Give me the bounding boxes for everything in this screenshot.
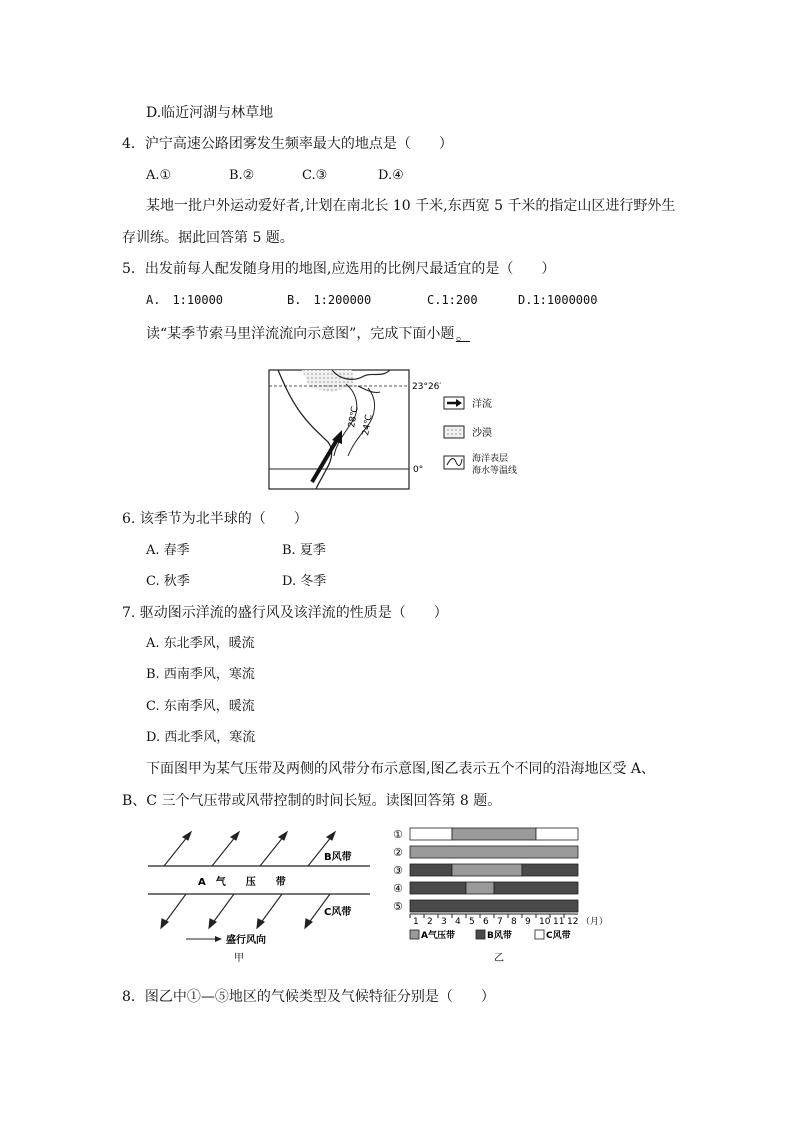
legend-b-label: B风带	[487, 931, 512, 941]
q4-option-d: D.④	[378, 168, 404, 183]
bar-segment-b	[410, 900, 578, 912]
row-label: ④	[393, 882, 403, 895]
somali-current-map	[262, 364, 552, 490]
q7-option-a: A. 东北季风，暖流	[146, 636, 255, 651]
q4-option-b: B.②	[229, 168, 255, 183]
q5-option-c: C.1:200	[427, 293, 478, 307]
legend-c-label: C风带	[546, 931, 571, 941]
row-label: ①	[393, 828, 403, 841]
bar-segment-a	[452, 864, 522, 876]
bar-segment-a	[410, 846, 578, 858]
q4-option-c: C.③	[302, 168, 328, 183]
legend-a-label: A气压带	[421, 931, 455, 941]
passage6: 读“某季节索马里洋流流向示意图”，完成下面小题	[146, 326, 455, 342]
month-label: 12	[567, 917, 579, 927]
iso-28-label: 28℃	[347, 405, 361, 429]
month-label: 7	[497, 917, 503, 927]
q7-stem: 7. 驱动图示洋流的盛行风及该洋流的性质是（ ）	[122, 605, 448, 621]
q7-option-b: B. 西南季风，寒流	[146, 667, 255, 682]
passage8-line1: 下面图甲为某气压带及两侧的风带分布示意图,图乙表示五个不同的沿海地区受 A、	[146, 761, 656, 777]
belt-c-label: C风带	[324, 907, 352, 918]
belt-a-label: A 气 压 带	[198, 877, 286, 888]
month-label: 6	[483, 917, 489, 927]
q5-stem: 5．出发前每人配发随身用的地图,应选用的比例尺最适宜的是（ ）	[122, 261, 556, 277]
wind-arrows-b	[164, 832, 335, 866]
q6-stem: 6. 该季节为北半球的（ ）	[122, 511, 308, 527]
lat-zero-label: 0°	[413, 465, 424, 475]
month-label: 1	[413, 917, 419, 927]
bar-segment-c	[536, 828, 578, 840]
q7-option-c: C. 东南季风，暖流	[146, 699, 255, 714]
month-label: 11	[553, 917, 565, 927]
bar-segment-b	[410, 864, 452, 876]
q6-option-d: D. 冬季	[282, 574, 327, 589]
wind-legend-label: 盛行风向	[226, 935, 266, 946]
figure-jia	[146, 826, 370, 966]
bar-segment-c	[410, 828, 452, 840]
wind-arrows-c	[161, 894, 330, 928]
month-label: 10	[539, 917, 551, 927]
month-label: 3	[441, 917, 447, 927]
month-label: 2	[427, 917, 433, 927]
q6-option-c: C. 秋季	[146, 574, 190, 589]
passage8-line2: B、C 三个气压带或风带控制的时间长短。读图回答第 8 题。	[122, 793, 502, 809]
bar-segment-a	[452, 828, 536, 840]
row-label: ⑤	[393, 900, 403, 913]
row-label: ③	[393, 864, 403, 877]
lat-top-label: 23°26′	[412, 382, 442, 392]
q5-option-b: B. 1:200000	[287, 293, 372, 307]
month-label: 5	[469, 917, 475, 927]
q3-option-d: D.临近河湖与林草地	[146, 105, 274, 121]
q7-option-d: D. 西北季风，寒流	[146, 730, 256, 745]
q4-stem: 4．沪宁高速公路团雾发生频率最大的地点是（ ）	[122, 136, 453, 152]
month-unit: （月）	[581, 917, 609, 927]
iso-24-label: 24℃	[361, 413, 375, 437]
figure-yi-caption: 乙	[494, 953, 504, 964]
month-label: 4	[455, 917, 461, 927]
q6-option-a: A. 春季	[146, 543, 190, 558]
bar-segment-b	[522, 864, 578, 876]
q5-option-d: D.1:1000000	[518, 293, 598, 307]
figure-jia-caption: 甲	[234, 953, 244, 964]
figure-yi	[390, 826, 616, 966]
legend-a-swatch	[410, 930, 419, 939]
passage5-line2: 存训练。据此回答第 5 题。	[122, 230, 294, 246]
month-label: 9	[525, 917, 531, 927]
legend-b-swatch	[476, 930, 485, 939]
bar-segment-a	[466, 882, 494, 894]
passage6-mark: 。	[456, 328, 470, 344]
legend-current-label: 洋流	[472, 399, 492, 410]
legend-c-swatch	[535, 930, 544, 939]
legend-desert-label: 沙漠	[472, 428, 492, 439]
legend-desert-box	[444, 426, 464, 438]
q8-stem: 8．图乙中①—⑤地区的气候类型及气候特征分别是（ ）	[122, 989, 495, 1005]
legend-isotherm-label-2: 海水等温线	[472, 466, 518, 476]
legend-isotherm-label-1: 海洋表层	[472, 454, 509, 464]
bar-segment-b	[494, 882, 578, 894]
row-label: ②	[393, 846, 403, 859]
q6-option-b: B. 夏季	[282, 543, 326, 558]
q5-option-a: A. 1:10000	[146, 293, 224, 307]
belt-b-label: B风带	[324, 852, 352, 863]
bar-segment-b	[410, 882, 466, 894]
q4-option-a: A.①	[146, 168, 172, 183]
month-label: 8	[511, 917, 517, 927]
passage5-line1: 某地一批户外运动爱好者,计划在南北长 10 千米,东西宽 5 千米的指定山区进行野外生	[146, 198, 676, 214]
